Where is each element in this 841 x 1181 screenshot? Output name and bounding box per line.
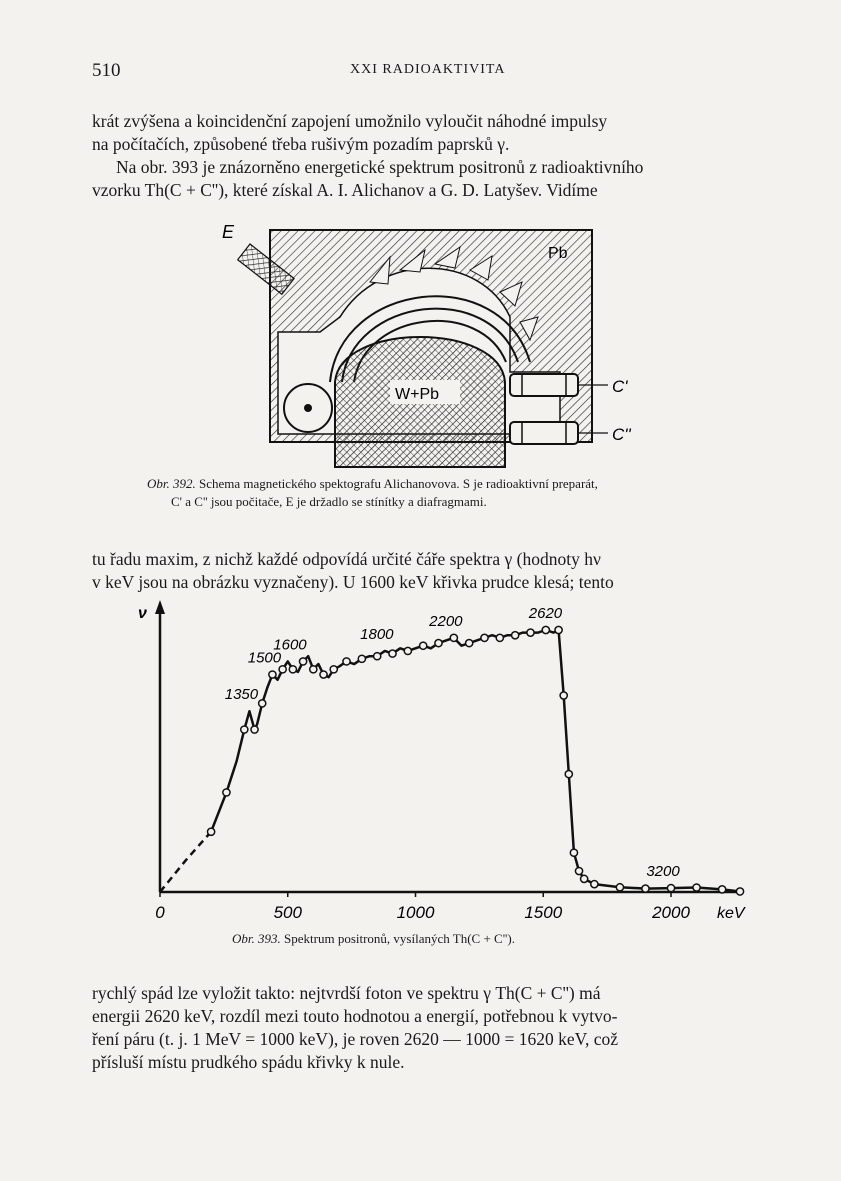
text-line: rychlý spád lze vyložit takto: nejtvrdší foton ve spektru γ Th(C + C'') má [92,983,601,1003]
caption-line: C' a C'' jsou počitače, E je držadlo se stínítky a diafragmami. [171,494,487,509]
data-point [565,771,572,778]
data-point [435,640,442,647]
y-axis-arrow [155,600,165,614]
data-point [279,666,286,673]
text-line: v keV jsou na obrázku vyznačeny). U 1600 keV křivka prudce klesá; tento [92,572,614,592]
x-tick-label: 2000 [652,903,690,922]
data-point [251,726,258,733]
x-axis-label: keV [717,905,745,922]
peak-label: 3200 [646,863,680,881]
data-point [542,626,549,633]
spectrograph-schematic [222,222,650,472]
caption-line [147,475,807,493]
data-point [374,653,381,660]
paragraph-intro [92,110,792,202]
text-line: vzorku Th(C + C''), které získal A. I. Alichanov a G. D. Latyšev. Vidíme [92,180,598,200]
figure-392-caption [147,475,807,511]
data-point [575,867,582,874]
data-point [591,881,598,888]
text-line: krát zvýšena a koincidenční zapojení umožnilo vyloučit náhodné impulsy [92,111,608,131]
data-point [320,671,327,678]
caption-number: Obr. 393. [232,931,281,946]
data-point [667,884,674,891]
data-point [496,634,503,641]
paragraph-explanation [92,982,792,1074]
data-point [693,884,700,891]
text-line: ření páru (t. j. 1 MeV = 1000 keV), je roven 2620 — 1000 = 1620 keV, což [92,1029,619,1049]
y-axis-label: ν [138,605,147,622]
peak-label: 2200 [429,612,463,630]
text-line: energii 2620 keV, rozdíl mezi touto hodnotou a energií, potřebnou k vytvo- [92,1006,618,1026]
peak-label: 2620 [528,605,563,622]
data-point [570,849,577,856]
caption-text: Spektrum positronů, vysílaných Th(C + C''). [284,931,515,946]
data-point [466,640,473,647]
data-point [404,647,411,654]
data-point [241,726,248,733]
x-tick-label: 1500 [524,903,563,922]
caption-number: Obr. 392. [147,476,196,491]
data-point [555,626,562,633]
peak-label: 1800 [360,625,394,643]
data-point [310,666,317,673]
label-pb: Pb [548,245,568,262]
data-point [269,671,276,678]
figure-393-caption [232,930,515,948]
label-c2: C'' [612,425,631,444]
data-point [512,632,519,639]
running-title: XXI RADIOAKTIVITA [350,62,506,77]
x-tick-label: 500 [273,903,302,922]
data-point [259,700,266,707]
data-point [208,828,215,835]
label-e: E [222,222,235,242]
text-line: Na obr. 393 je znázorněno energetické spektrum positronů z radioaktivního [116,157,644,177]
data-point [527,629,534,636]
peak-label: 1500 [247,649,282,667]
data-point [616,884,623,891]
paragraph-spectrum [92,548,792,594]
data-point [481,634,488,641]
data-point [343,658,350,665]
caption-text: Schema magnetického spektografu Alichanovova. S je radioaktivní preparát, [199,476,598,491]
text-line: na počítačích, způsobené třeba rušivým pozadím paprsků γ. [92,134,510,154]
counter-c2 [510,422,578,444]
data-point [560,692,567,699]
label-c1: C' [612,377,628,396]
data-point [358,655,365,662]
data-point [289,666,296,673]
data-point [223,789,230,796]
data-point [719,886,726,893]
x-tick-label: 0 [155,903,165,922]
page-number: 510 [92,60,121,81]
data-point [450,634,457,641]
peak-label: 1600 [273,636,307,654]
peak-label: 1350 [224,686,259,704]
data-point [736,888,743,895]
data-point [389,650,396,657]
data-point [330,666,337,673]
text-line: tu řadu maxim, z nichž každé odpovídá určité čáře spektra γ (hodnoty hν [92,549,601,569]
data-point [581,875,588,882]
x-tick-label: 1000 [396,903,435,922]
spectrum-chart [130,605,750,932]
data-point [642,885,649,892]
series-extrapolation [160,832,211,892]
label-w-pb: W+Pb [395,386,440,403]
data-point [420,642,427,649]
counter-c1 [510,374,578,396]
text-line: přísluší místu prudkého spádu křivky k nule. [92,1052,405,1072]
data-point [299,658,306,665]
